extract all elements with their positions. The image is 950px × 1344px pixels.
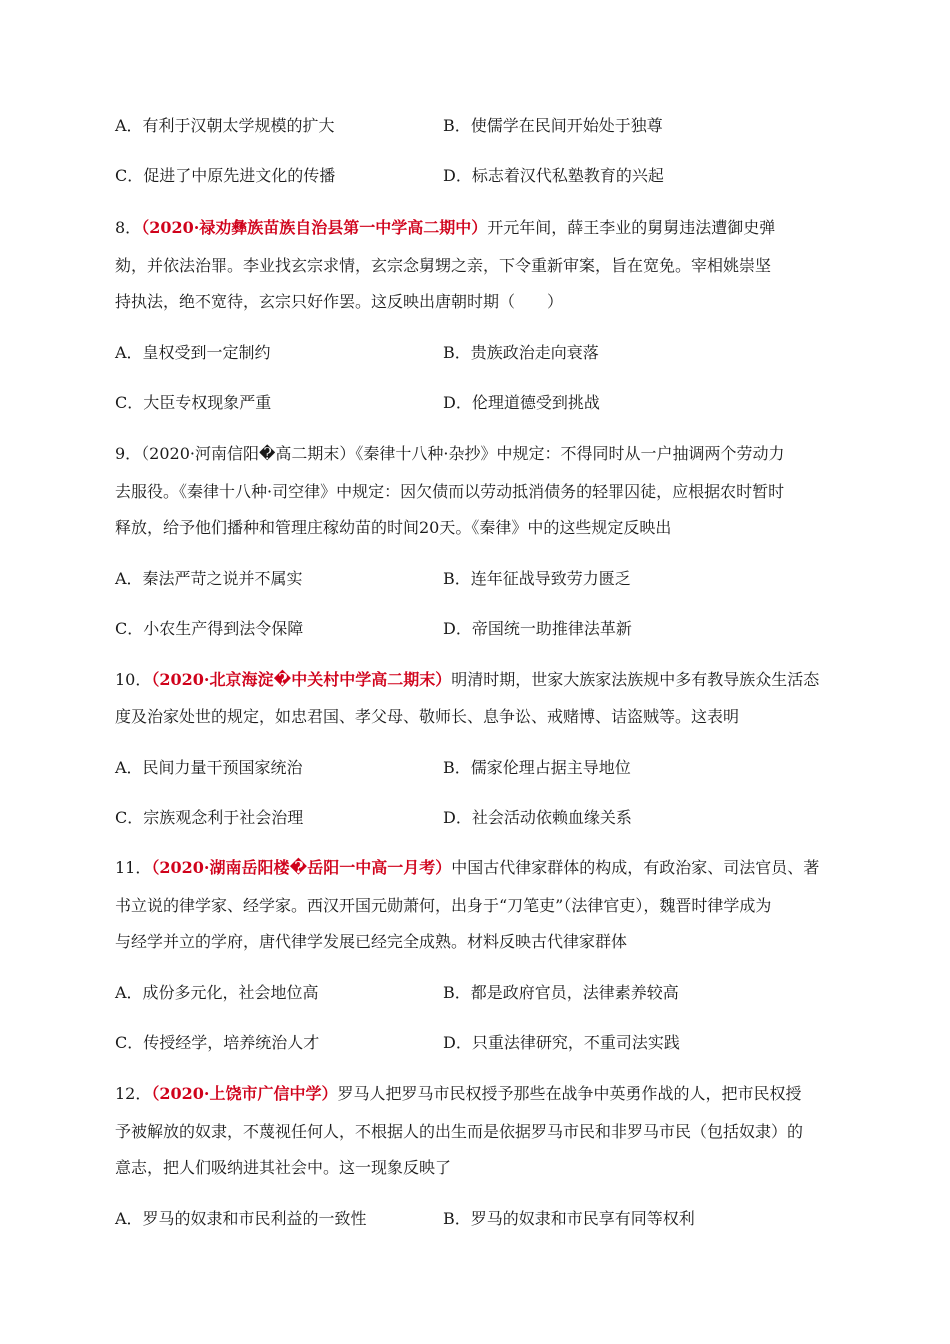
q11-option-b[interactable]: B．都是政府官员，法律素养较高 [443, 983, 679, 1002]
q9-stem-line-3: 释放，给予他们播种和管理庄稼幼苗的时间20天。《秦律》中的这些规定反映出 [115, 518, 672, 537]
q8-option-a[interactable]: A．皇权受到一定制约 [115, 343, 271, 362]
q10-number: 10． [115, 670, 152, 689]
q7-option-d[interactable]: D．标志着汉代私塾教育的兴起 [443, 166, 664, 185]
q9-option-b[interactable]: B．连年征战导致劳力匮乏 [443, 569, 631, 588]
q10-source: （2020·北京海淀�中关村中学高二期末） [151, 670, 452, 689]
q12-stem-line-2: 予被解放的奴隶，不蔑视任何人，不根据人的出生而是依据罗马市民和非罗马市民（包括奴隶）的 [115, 1122, 804, 1141]
q8-stem-line-1 [115, 216, 845, 240]
q8-stem-line-2: 劾，并依法治罪。李业找玄宗求情，玄宗念舅甥之亲，下令重新审案，旨在宽免。宰相姚崇坚 [115, 256, 772, 275]
q10-option-b[interactable]: B．儒家伦理占据主导地位 [443, 758, 631, 777]
q11-option-c[interactable]: C．传授经学，培养统治人才 [115, 1033, 320, 1052]
q8-source: （2020·禄劝彝族苗族自治县第一中学高二期中） [141, 218, 488, 237]
q9-option-c[interactable]: C．小农生产得到法令保障 [115, 619, 304, 638]
q8-text-1: 开元年间，薛王李业的舅舅违法遭御史弹 [487, 218, 776, 237]
q9-stem-line-1: 9．（2020·河南信阳�高二期末）《秦律十八种·杂抄》中规定：不得同时从一户抽调两个劳动力 [115, 444, 785, 463]
q11-stem-line-1 [115, 856, 845, 880]
q9-option-a[interactable]: A．秦法严苛之说并不属实 [115, 569, 303, 588]
q10-option-a[interactable]: A．民间力量干预国家统治 [115, 758, 303, 777]
q12-number: 12． [115, 1084, 152, 1103]
q11-source: （2020·湖南岳阳楼�岳阳一中高一月考） [151, 858, 452, 877]
q10-text-1: 明清时期，世家大族家法族规中多有教导族众生活态 [451, 670, 820, 689]
q8-number: 8． [115, 218, 142, 237]
q12-source: （2020·上饶市广信中学） [151, 1084, 338, 1103]
q8-option-b[interactable]: B．贵族政治走向衰落 [443, 343, 599, 362]
q11-option-d[interactable]: D．只重法律研究，不重司法实践 [443, 1033, 680, 1052]
q12-stem-line-3: 意志，把人们吸纳进其社会中。这一现象反映了 [115, 1158, 452, 1177]
q10-option-c[interactable]: C．宗族观念利于社会治理 [115, 808, 304, 827]
q11-number: 11． [115, 858, 152, 877]
q11-option-a[interactable]: A．成份多元化，社会地位高 [115, 983, 319, 1002]
q7-option-c[interactable]: C．促进了中原先进文化的传播 [115, 166, 336, 185]
q10-stem-line-2: 度及治家处世的规定，如忠君国、孝父母、敬师长、息争讼、戒赌博、诘盗贼等。这表明 [115, 707, 740, 726]
q7-option-a[interactable]: A．有利于汉朝太学规模的扩大 [115, 116, 335, 135]
q9-stem-line-2: 去服役。《秦律十八种·司空律》中规定：因欠债而以劳动抵消债务的轻罪囚徒，应根据农时暂时 [115, 482, 785, 501]
q7-option-b[interactable]: B．使儒学在民间开始处于独尊 [443, 116, 663, 135]
q12-text-1: 罗马人把罗马市民权授予那些在战争中英勇作战的人，把市民权授 [337, 1084, 802, 1103]
q12-option-a[interactable]: A．罗马的奴隶和市民利益的一致性 [115, 1209, 367, 1228]
q8-option-c[interactable]: C．大臣专权现象严重 [115, 393, 272, 412]
q11-text-1: 中国古代律家群体的构成，有政治家、司法官员、著 [451, 858, 820, 877]
q10-option-d[interactable]: D．社会活动依赖血缘关系 [443, 808, 632, 827]
q11-stem-line-3: 与经学并立的学府，唐代律学发展已经完全成熟。材料反映古代律家群体 [115, 932, 628, 951]
q12-stem-line-1 [115, 1082, 845, 1106]
q10-stem-line-1 [115, 668, 845, 692]
q8-stem-line-3: 持执法，绝不宽待，玄宗只好作罢。这反映出唐朝时期（ ） [115, 292, 564, 311]
q11-stem-line-2: 书立说的律学家、经学家。西汉开国元勋萧何，出身于“刀笔吏”（法律官吏），魏晋时律学成为 [115, 896, 772, 915]
q9-option-d[interactable]: D．帝国统一助推律法革新 [443, 619, 632, 638]
q12-option-b[interactable]: B．罗马的奴隶和市民享有同等权利 [443, 1209, 695, 1228]
q8-option-d[interactable]: D．伦理道德受到挑战 [443, 393, 600, 412]
